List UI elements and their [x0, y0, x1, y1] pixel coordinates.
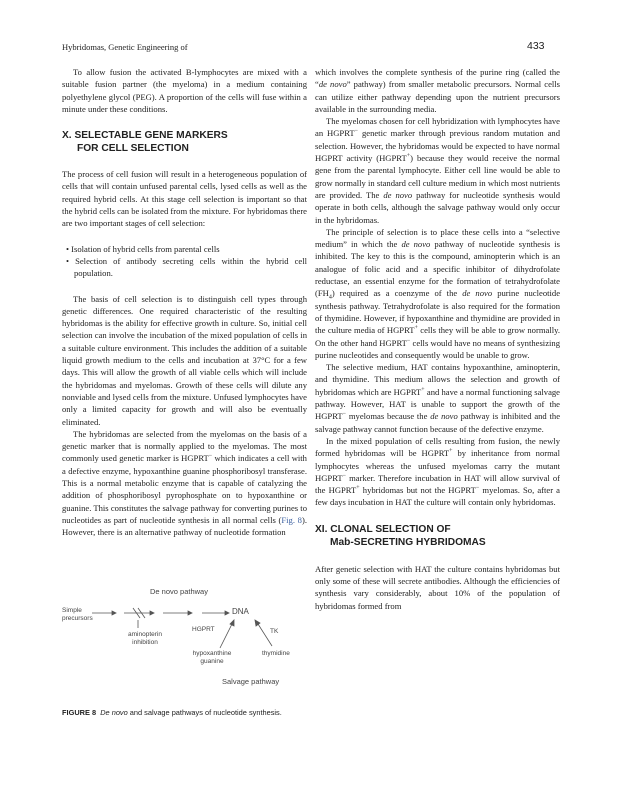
label-aminopterin-inhibition: aminopterin inhibition — [128, 631, 162, 646]
figure-8-link[interactable]: Fig. 8 — [281, 514, 302, 525]
salvage-arrowhead-left — [230, 620, 234, 626]
label-tk: TK — [270, 628, 279, 635]
bullet-isolation: • Isolation of hybrid cells from parental cells — [66, 243, 220, 254]
label-thymidine: thymidine — [262, 650, 290, 657]
paragraph-fusion: To allow fusion the activated B-lymphocytes are mixed with a suitable fusion partner (the myeloma) in a medium containing polyethylene glycol (PEG). A proportion of the cells will fuse within a minute under these conditions. — [62, 67, 307, 114]
section-heading-x — [62, 129, 307, 142]
arrowhead-2 — [150, 611, 154, 615]
label-salvage-pathway: Salvage pathway — [222, 677, 280, 686]
figure-8-caption: FIGURE 8 De novo and salvage pathways of nucleotide synthesis. — [62, 708, 282, 717]
figure-8-diagram — [62, 586, 307, 694]
arrowhead-3 — [188, 611, 192, 615]
salvage-arrowhead-right — [255, 620, 260, 626]
arrowhead-4 — [225, 611, 229, 615]
running-title: Hybridomas, Genetic Engineering of — [62, 42, 188, 52]
paragraph-mixed: In the mixed population of cells resulting from fusion, the newly formed hybridomas will be HGPRT+ by inheritance from normal lymphocytes whereas the unfused myelomas carry the mutant HGPRT− marker. Therefore incubation in HAT will allow survival of the HGPRT+ hybridomas but not the HGPRT− myelomas. So, after a few days incubation in HAT the culture will contain only hybridomas. — [315, 435, 560, 508]
page-number: 433 — [527, 40, 545, 52]
paragraph-hybridomas: The hybridomas are selected from the myelomas on the basis of a genetic marker that is normally applied to the myelomas. The most commonly used genetic marker is HGPRT− which indicates a cell with a defective enzyme, hypoxanthine guanine phosphoribosyl transferase. This is a normal metabolic enzyme that is capable of catalyzing the addition of phosphoribosyl pyrophosphate on to hypoxanthine or guanine. This constitutes the salvage pathway for converting purines to nucleotides as part of nucleotide synthesis in all normal cells (Fig. 8). However, there is an alternative pathway of nucleotide formation — [62, 428, 307, 538]
section-heading-xi-line2: Mab-SECRETING HYBRIDOMAS — [330, 536, 486, 548]
paragraph-basis: The basis of cell selection is to distinguish cell types through genetic differences. One required characteristic of the resulting hybridomas is the ability for effective growth in culture. So, initial cell selection can involve the incubation of the mixed population of cells in a suitable culture environment. This includes the addition of a suitable liquid growth medium to the cells and incubation at 37°C for a few days. This will allow the growth of all viable cells which will include the hybridomas and myelomas. Growth of these cells will dilute any nonviable and lysed cells from the mixture. Unfused lymphocytes have only a limited capacity for growth and will also be eventually eliminated. — [62, 293, 307, 427]
paragraph-de-novo: which involves the complete synthesis of the purine ring (called the “de novo” pathway) from smaller metabolic precursors. Normal cells can utilize either pathway depending upon the nutrient precursors available in the surrounding media. — [315, 67, 561, 114]
arrowhead-1 — [112, 611, 116, 615]
section-heading-xi: XI. CLONAL SELECTION OF — [315, 523, 451, 535]
paragraph-principle: The principle of selection is to place these cells into a “selective medium” in which the de novo pathway of nucleotide synthesis is inhibited. The key to this is the compound, aminopterin which is an analogue of folic acid and a specific inhibitor of dihydrofolate reductase, an essential enzyme for the formation of tetrahydrofolate $(FH_4)$ required as a coenzyme of the de novo purine nucleotide synthesis pathway. Tetrahydrofolate is also required for the formation of thymidine. However, if hypoxanthine and thymidine are provided in the culture media of HGPRT+ cells they will be able to grow normally. On the other hand HGPRT− cells would have no means of synthesizing purine nucleotides and consequently would be unable to grow. — [315, 226, 561, 360]
bullet-selection: • Selection of antibody secreting cells within the hybrid cell population. — [66, 255, 307, 279]
label-hgprt: HGPRT — [192, 626, 215, 633]
right-column — [315, 66, 560, 612]
paragraph-myelomas: The myelomas chosen for cell hybridization with lymphocytes have an HGPRT− genetic marker through previous random mutation and selection. However, the hybridomas would be expected to have normal HGPRT activity (HGPRT+) because they would receive the normal gene from the parental lymphocyte. Either cell line would be able to grow normally in standard cell culture medium in which most nutrients are provided. The de novo pathway for nucleotide synthesis would operate in both cells, although the salvage pathway would only occur in the hybridomas. — [315, 116, 560, 225]
label-simple-precursors: Simple precursors — [62, 607, 93, 622]
label-de-novo-pathway: De novo pathway — [150, 587, 208, 596]
left-column — [62, 66, 307, 539]
label-hypoxanthine-guanine: hypoxanthine guanine — [192, 650, 232, 665]
caption-label: FIGURE 8 — [62, 708, 97, 717]
section-heading-x-line2: FOR CELL SELECTION — [77, 143, 189, 155]
label-dna: DNA — [232, 607, 249, 616]
salvage-arrow-left — [220, 624, 232, 648]
paragraph-after-selection: After genetic selection with HAT the culture contains hybridomas but only some of these will secrete antibodies. Although the efficiencies of synthesis vary considerably, about 10% of the population of hybridomas formed from — [315, 563, 560, 611]
paragraph-hat: The selective medium, HAT contains hypoxanthine, aminopterin, and thymidine. This medium allows the selection and growth of hybridomas which are HGPRT+ and have a normal functioning salvage pathway. However, HAT is unable to support the growth of the HGPRT− myelomas because the de novo pathway is inhibited and the salvage pathway cannot function because of the defective enzyme. — [315, 362, 561, 434]
paragraph-process: The process of cell fusion will result in a heterogeneous population of cells that will contain unfused parental cells, lysed cells as well as the required hybrid cells. At this stage cell selection is important so that the hybrid cells can be isolated from the mixture. For hybridomas there are two important stages of cell selection: — [62, 169, 307, 229]
heading-x-line1: X. SELECTABLE GENE MARKERS — [62, 130, 228, 142]
